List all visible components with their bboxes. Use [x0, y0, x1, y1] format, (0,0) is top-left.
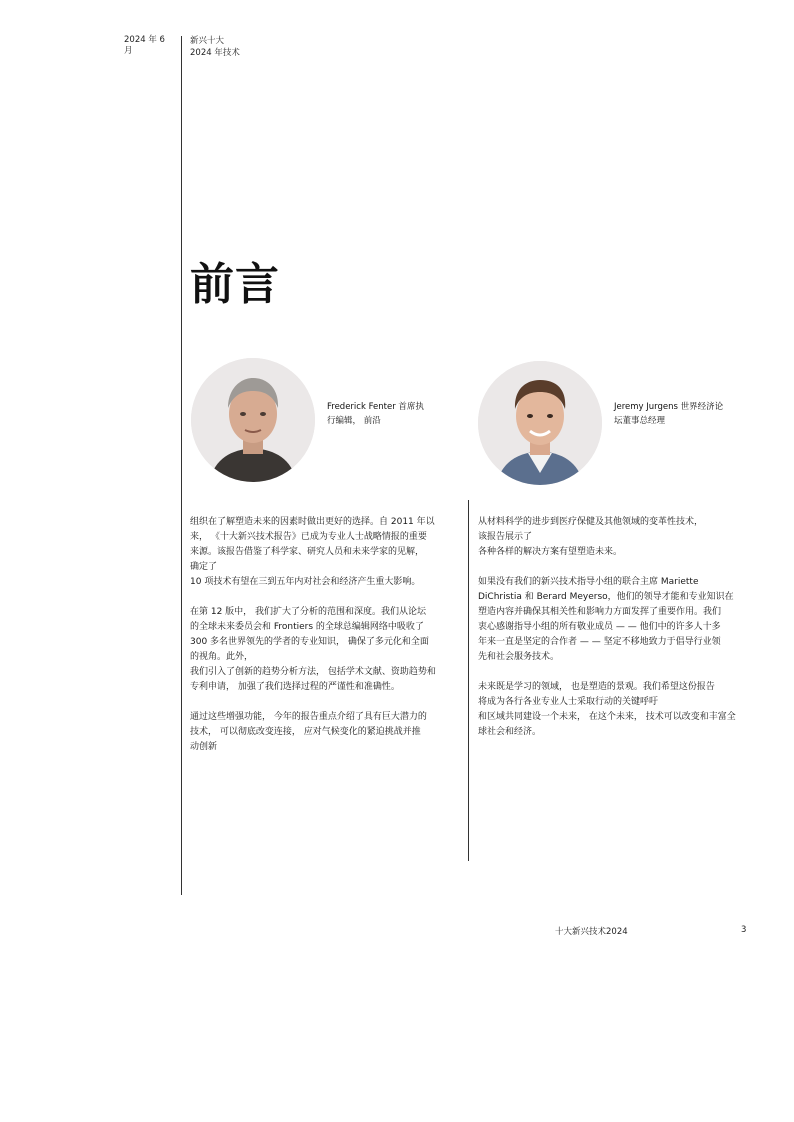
body-column-left: [190, 515, 462, 770]
paragraph: [478, 680, 772, 740]
text-line: 将成为各行各业专业人士采取行动的关键呼吁: [478, 697, 659, 707]
portrait-image: [478, 361, 602, 485]
text-line: 年来一直是坚定的合作者 — — 坚定不移地致力于倡导行业领: [478, 637, 721, 647]
paragraph: [190, 515, 462, 590]
page-number: 3: [741, 925, 747, 935]
author-caption-line: Jeremy Jurgens 世界经济论: [614, 402, 724, 412]
text-line: DiChristia 和 Berard Meyerso，他们的领导才能和专业知识在: [478, 592, 734, 602]
footer-report-title: 十大新兴技术2024: [555, 927, 628, 937]
text-line: 来源。该报告借鉴了科学家、研究人员和未来学家的见解，: [190, 547, 425, 557]
margin-divider: [181, 36, 182, 895]
text-line: 未来既是学习的领域， 也是塑造的景观。我们希望这份报告: [478, 682, 715, 692]
report-date-line: 2024 年 6: [124, 35, 165, 45]
text-line: 球社会和经济。: [478, 727, 542, 737]
text-line: 塑造内容并确保其相关性和影响力方面发挥了重要作用。我们: [478, 607, 722, 617]
page-title: 前言: [190, 259, 280, 310]
text-line: 确定了: [190, 562, 218, 572]
text-line: 各种各样的解决方案有望塑造未来。: [478, 547, 623, 557]
report-date: [124, 35, 172, 57]
column-divider: [468, 500, 469, 861]
text-line: 该报告展示了: [478, 532, 533, 542]
text-line: 动创新: [190, 742, 218, 752]
text-line: 的全球未来委员会和 Frontiers 的全球总编辑网络中吸收了: [190, 622, 424, 632]
text-line: 通过这些增强功能， 今年的报告重点介绍了具有巨大潜力的: [190, 712, 427, 722]
text-line: 先和社会服务技术。: [478, 652, 560, 662]
text-line: 10 项技术有望在三到五年内对社会和经济产生重大影响。: [190, 577, 421, 587]
text-line: 从材料科学的进步到医疗保健及其他领域的变革性技术，: [478, 517, 704, 527]
author-caption-jeremy-jurgens: [614, 400, 730, 428]
text-line: 300 多名世界领先的学者的专业知识， 确保了多元化和全面: [190, 637, 429, 647]
paragraph: [190, 605, 462, 695]
text-line: 专利申请， 加强了我们选择过程的严谨性和准确性。: [190, 682, 400, 692]
text-line: 组织在了解塑造未来的因素时做出更好的选择。自 2011 年以: [190, 517, 435, 527]
publication-name: [190, 35, 240, 59]
paragraph: [190, 710, 462, 755]
portrait-image: [191, 358, 315, 482]
author-caption-frederick-fenter: [327, 400, 427, 428]
paragraph: [478, 515, 772, 560]
text-line: 和区域共同建设一个未来， 在这个未来， 技术可以改变和丰富全: [478, 712, 736, 722]
publication-name-line: 新兴十大: [190, 36, 225, 46]
author-portrait-jeremy-jurgens: [478, 361, 602, 485]
text-line: 我们引入了创新的趋势分析方法， 包括学术文献、资助趋势和: [190, 667, 436, 677]
text-line: 如果没有我们的新兴技术指导小组的联合主席 Mariette: [478, 577, 699, 587]
body-column-right: [478, 515, 772, 755]
text-line: 来， 《十大新兴技术报告》已成为专业人士战略情报的重要: [190, 532, 427, 542]
author-caption-line: 坛董事总经理: [614, 416, 666, 426]
author-caption-line: Frederick Fenter 首席执: [327, 402, 424, 412]
paragraph: [478, 575, 772, 665]
text-line: 的视角。此外，: [190, 652, 254, 662]
text-line: 衷心感谢指导小组的所有敬业成员 — — 他们中的许多人十多: [478, 622, 721, 632]
publication-name-line: 2024 年技术: [190, 48, 240, 58]
text-line: 技术， 可以彻底改变连接， 应对气候变化的紧迫挑战并推: [190, 727, 421, 737]
report-date-line: 月: [124, 46, 133, 56]
author-portrait-frederick-fenter: [191, 358, 315, 482]
text-line: 在第 12 版中， 我们扩大了分析的范围和深度。我们从论坛: [190, 607, 427, 617]
author-caption-line: 行编辑， 前沿: [327, 416, 381, 426]
